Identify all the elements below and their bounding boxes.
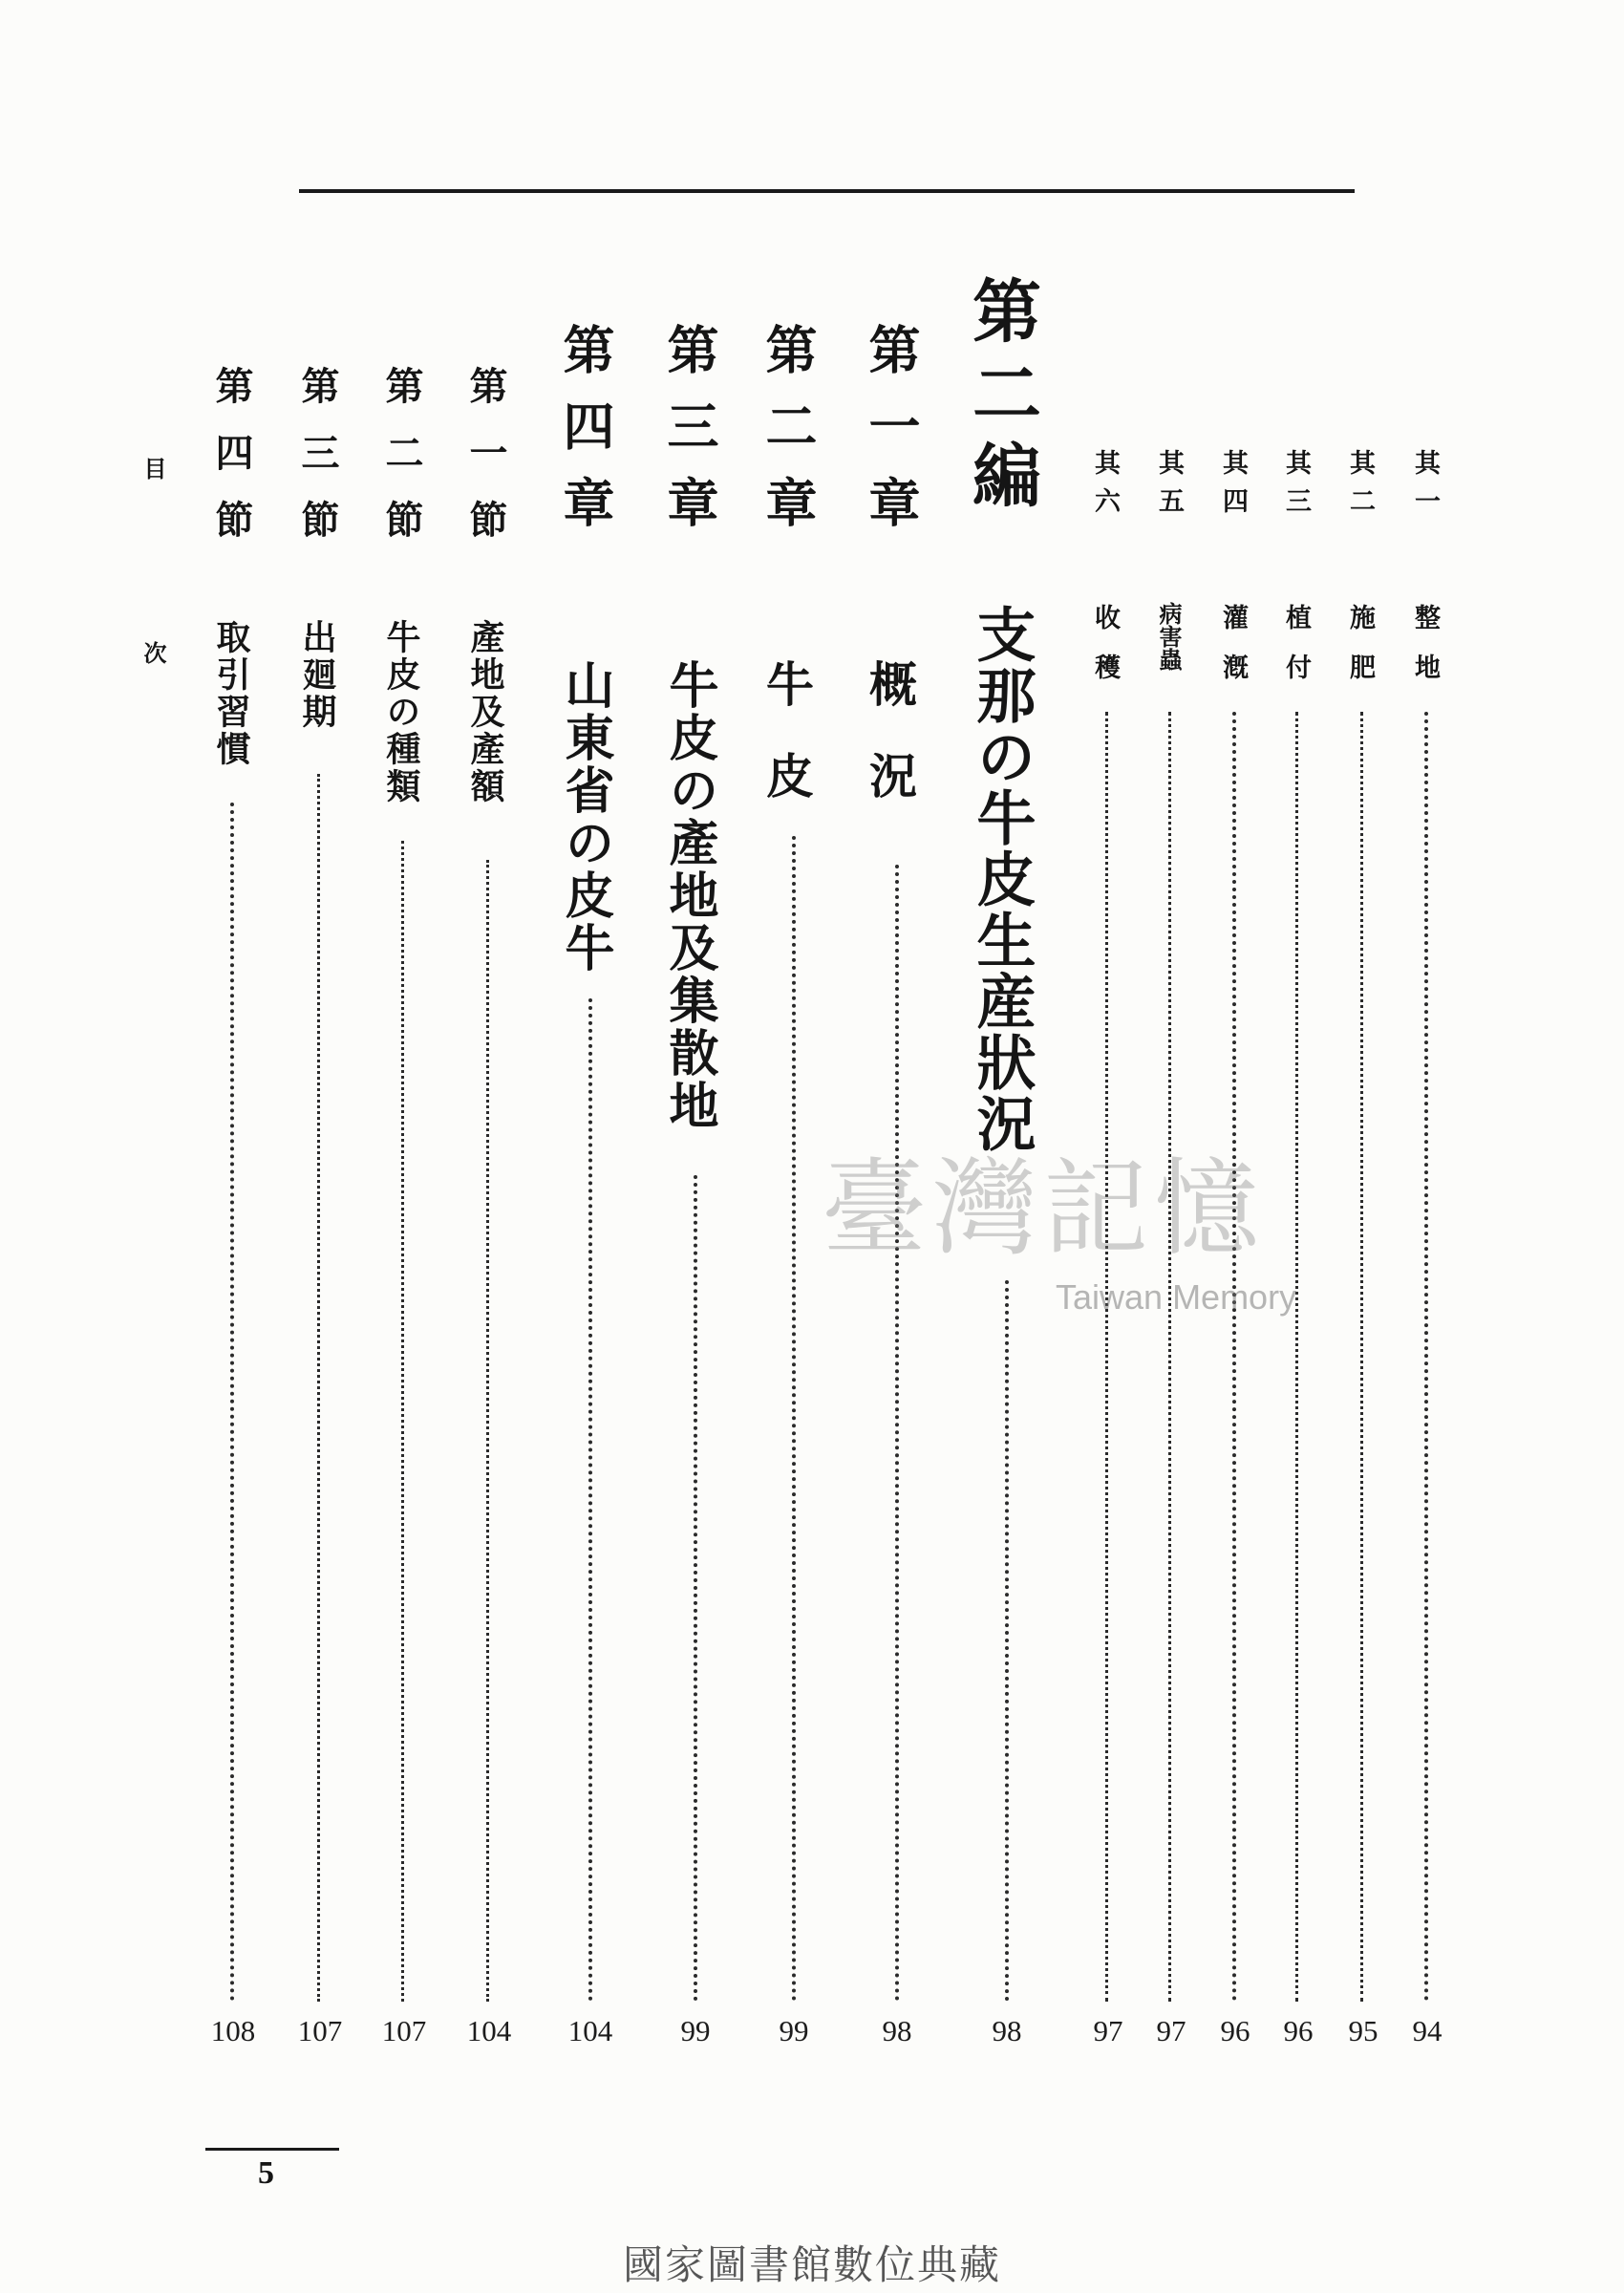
page-number: 98 [882,2014,912,2047]
running-head: 目 次 [139,457,167,731]
top-rule [299,189,1355,193]
part-label: 第二編 [961,275,1042,522]
entry-title: 收穫 [1090,604,1120,703]
page-number: 96 [1283,2014,1314,2047]
page-number: 94 [1412,2014,1442,2047]
dot-leader [1424,712,1428,2002]
dot-leader [1295,712,1298,2002]
entry-label: 其四 [1218,449,1248,525]
entry-title: 植付 [1281,604,1311,703]
chapter-label: 第四章 [555,323,616,552]
dot-leader [792,836,796,2002]
dot-leader [1360,712,1363,2002]
entry-label: 其六 [1090,449,1120,525]
page-number: 107 [381,2014,427,2047]
page-number: 97 [1156,2014,1186,2047]
folio-rule [205,2148,339,2151]
dot-leader [895,865,899,2002]
chapter-title: 牛皮 [759,659,815,843]
chapter-title: 山東省の皮牛 [556,659,614,975]
entry-label: 其一 [1410,449,1440,525]
page-number: 95 [1348,2014,1378,2047]
page-number: 99 [680,2014,711,2047]
entry-label: 其五 [1154,449,1184,525]
page-number: 96 [1220,2014,1250,2047]
page-number: 97 [1093,2014,1123,2047]
section-label: 第一節 [463,366,508,567]
entry-title: 病害蟲 [1155,602,1183,671]
page-number: 98 [992,2014,1022,2047]
section-label: 第四節 [209,366,254,567]
watermark: 臺灣記憶 [822,1147,1265,1270]
watermark-subtitle: Taiwan Memory [1056,1277,1297,1317]
entry-title: 整地 [1410,604,1440,703]
section-title: 取引習慣 [211,619,251,768]
page-number: 108 [210,2014,256,2047]
chapter-label: 第三章 [659,323,720,552]
section-title: 牛皮の種類 [381,619,421,805]
dot-leader [1168,712,1171,2002]
entry-label: 其三 [1281,449,1311,525]
section-label: 第二節 [379,366,424,567]
dot-leader [1005,1280,1009,2002]
chapter-title: 牛皮の產地及集散地 [660,659,718,1132]
page-number: 99 [779,2014,809,2047]
section-title: 出廻期 [297,619,337,731]
dot-leader [230,803,234,2002]
entry-label: 其二 [1345,449,1375,525]
dot-leader [486,860,489,2002]
page-number: 104 [567,2014,613,2047]
section-label: 第三節 [295,366,340,567]
dot-leader [694,1175,697,2002]
archive-footer: 國家圖書館數位典藏 [622,2241,1001,2288]
page-number: 107 [297,2014,343,2047]
chapter-label: 第二章 [758,323,819,552]
entry-title: 灌漑 [1218,604,1248,703]
entry-title: 施肥 [1345,604,1375,703]
folio-number: 5 [258,2155,274,2191]
section-title: 產地及產額 [465,619,505,805]
chapter-title: 概況 [862,659,918,843]
part-title: 支那の牛皮生産狀況 [967,604,1036,1154]
chapter-label: 第一章 [861,323,922,552]
page-number: 104 [466,2014,512,2047]
dot-leader [588,998,592,2002]
dot-leader [401,841,404,2002]
dot-leader [317,774,320,2002]
dot-leader [1105,712,1108,2002]
dot-leader [1232,712,1236,2002]
